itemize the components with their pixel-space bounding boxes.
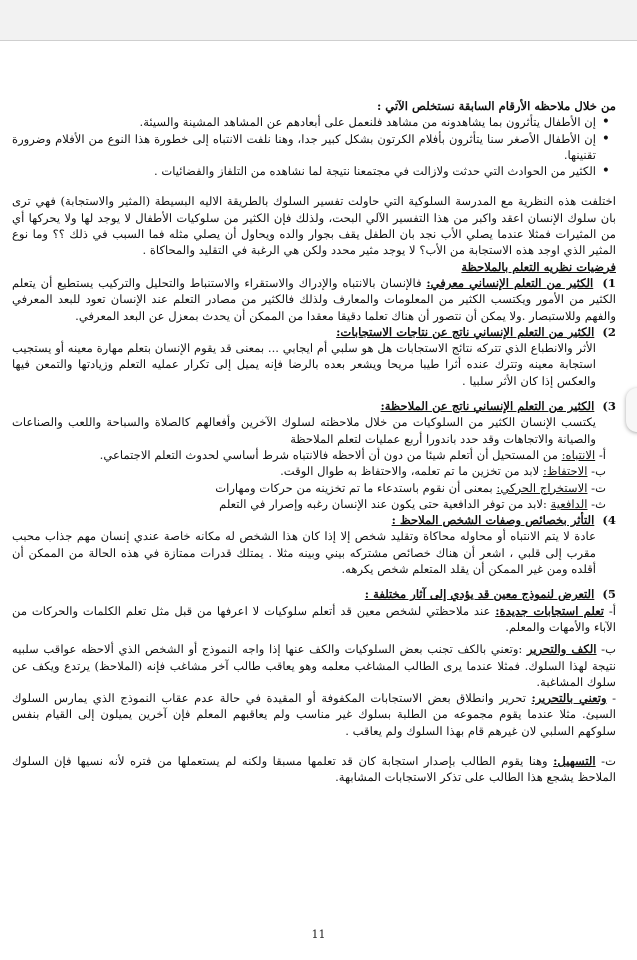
item-text: تحرير وانطلاق بعض الاستجابات المكفوفة أو المقيدة في حالة عدم عقاب النموذج الذي يمارس السلوك السيئ. مثلا عندما يقوم مجموعه من الطلبة بسلوك غير مناسب ولم يعاقبهم المعلم فإن آخرين يميلون إلى القيام بنفس سلوكهم السلبي لان غيرهم قام بهذا السلوك ولم يعاقب . xyxy=(12,691,616,738)
item-marker: أ- xyxy=(608,603,616,618)
item-label: التسهيل: xyxy=(553,753,596,768)
item-text: :لابد من توفر الدافعية حتى يكون عند الإنسان رغبه وإصرار في التعلم xyxy=(219,496,547,511)
top-divider xyxy=(0,40,637,41)
section-4 xyxy=(12,512,616,528)
item-text: بمعنى أن نقوم باستدعاء ما تم تخزينه من حركات ومهارات xyxy=(215,480,493,495)
effect-paragraph xyxy=(12,641,616,690)
effect-paragraph xyxy=(12,603,616,636)
section-body: الأثر والانطباع الذي تتركه نتائج الاستجابات هل هو سلبي أم ايجابي ... بمعنى قد يقوم الإنسان بتعلم مهارة معينه أو يستجيب استجابة معينه وتترك عنده أثرا طيبا مريحا ويشعر بعده بالرضا فإنه يميل إلى تكرار عمليه التعلم وزيادتها والتمعن فيها والعكس إذا كان الأثر سلبيا . xyxy=(12,341,596,388)
observation-process-item xyxy=(12,463,616,479)
item-text: عند ملاحظتي لشخص معين قد أتعلم سلوكيات لا اعرفها من قبل مثل تعلم الكلمات والحركات من الآباء والأمهات والمعلم. xyxy=(12,603,616,634)
section-title: الكثير من التعلم الإنساني ناتج عن الملاحظة: xyxy=(380,399,595,414)
section-body: فالإنسان بالانتباه والإدراك والاستقراء والاستنباط والتحليل والتركيب يستطيع أن يتعلم الكثير من الأمور ويكتسب الكثير من المعلومات والمعارف ولذلك فالكثير من مصادر التعلم عند الإنسان تعود للبعد المعرفي والفهم وللاستبصار .ولا يمكن أن نتصور أن هناك تعلما دقيقا معقدا من الممكن أن يحدث بمعزل عن البعد المعرفي. xyxy=(12,275,616,323)
item-text: :وتعني بالكف تجنب بعض السلوكيات والكف عنها إذا واجه النموذج أو الشخص الذي ألاحظه عواقب سلبيه نتيجة لهذا السلوك. فمثلا عندما يرى الطالب المشاغب معلمه وهو يعاقب طالب آخر مشاغب فإنه (الملاحظ) يرتدع ويكف عن سلوك المشاغبة. xyxy=(12,642,616,689)
section-title: الكثير من التعلم الإنساني ناتج عن نتاجات الاستجابات: xyxy=(336,324,595,339)
hypotheses-heading: فرضيات نظريه التعلم بالملاحظة xyxy=(461,259,616,274)
intro-bullet: • إن الأطفال يتأثرون بما يشاهدونه من مشاهد فلنعمل على أبعادهم عن المشاهد المشينة والسيئة. xyxy=(12,114,596,130)
effect-paragraph xyxy=(12,753,616,786)
item-marker: أ- xyxy=(598,447,606,462)
item-label: الدافعية xyxy=(550,496,588,511)
intro-bullet-list xyxy=(12,114,616,179)
item-label: تعلم استجابات جديدة: xyxy=(495,603,605,618)
section-number: 5) xyxy=(602,587,616,602)
theory-paragraph: اختلفت هذه النظرية مع المدرسة السلوكية التي حاولت تفسير السلوك بالطريقة الاليه البسيطة (المثير والاستجابة) فهي ترى بان سلوك الإنسان اعقد واكبر من هذا التفسير الآلي البحت، ولذلك فإن الكثير من سلوكيات الأطفال لا يوجد لها ولا يحركها أي من المثيرات فمثلا عندما يصلي الأب نجد بان الطفل يقف بجوار والده ويحاول أن يصلي مثله فما السبب في ذلك ؟؟ وما نوع المثير الذي اوجد هذه الاستجابة من الأب؟ لا يوجد مثير محدد ولكن هي الرغبة في التقليد والمحاكاة . xyxy=(12,194,616,258)
item-text: وهنا يقوم الطالب بإصدار استجابة كان قد تعلمها مسبقا ولكنه لم يستعملها من فتره لأنه نسيها فإن السلوك الملاحظ يشجع هذا الطالب على تذكر الاستجابات المشابهة. xyxy=(12,753,616,785)
intro-heading: من خلال ملاحظه الأرقام السابقة نستخلص الآتي : xyxy=(376,99,616,113)
item-marker: ث- xyxy=(591,496,606,511)
section-1 xyxy=(12,275,616,324)
item-marker: ب- xyxy=(591,464,606,479)
section-3 xyxy=(12,398,616,414)
item-text: من المستحيل أن أتعلم شيئا من دون أن ألاحظه فالانتباه شرط أساسي لحدوث التعلم الاجتماعي. xyxy=(99,447,558,462)
item-text: لابد من تخزين ما تم تعلمه، والاحتفاظ به طوال الوقت. xyxy=(280,464,540,479)
top-toolbar-area xyxy=(0,0,637,40)
item-label: الانتباه: xyxy=(561,447,596,462)
observation-process-item xyxy=(12,496,616,512)
section-number: 2) xyxy=(602,324,616,339)
item-marker: ب- xyxy=(601,642,617,657)
item-label: الاستخراج الحركي: xyxy=(496,480,588,495)
intro-bullet: • الكثير من الحوادث التي حدثت ولازالت في مجتمعنا نتيجة لما نشاهده من التلفاز والفضائيات . xyxy=(12,163,596,179)
section-title: التأثر بخصائص وصفات الشخص الملاحظ : xyxy=(391,513,595,528)
section-number: 3) xyxy=(602,399,616,414)
section-number: 1) xyxy=(602,275,616,290)
section-number: 4) xyxy=(602,513,616,528)
observation-process-item xyxy=(12,480,616,496)
item-marker: - xyxy=(612,691,617,706)
section-5 xyxy=(12,586,616,602)
section-body: يكتسب الإنسان الكثير من السلوكيات من خلال ملاحظته لسلوك الآخرين وأفعالهم كالصلاة والسباحة واللعب والصناعات والصيانة والاتجاهات وقد حدد باندورا أربع عمليات لتعلم الملاحظة xyxy=(12,415,596,446)
section-body: عادة لا يتم الانتباه أو محاوله محاكاة وتقليد شخص إلا إذا كان هذا الشخص له مكانه خاصة عندي إنسان مهم جذاب محبب مقرب إلى قلبي ، اشعر أن هناك خصائص مشتركه بيني وبينه مثلا . يمتلك قدرات ممتازة في هذه الحالة من الممكن أن أقلده ومن غير الممكن أن يقلد المتعلم شخص يكرهه. xyxy=(12,529,596,577)
scroll-handle[interactable] xyxy=(626,388,637,432)
effect-paragraph xyxy=(12,690,616,739)
observation-process-item xyxy=(12,447,616,463)
page-number: 11 xyxy=(311,928,326,941)
section-title: التعرض لنموذج معين قد يؤدي إلى آثار مختلفة : xyxy=(364,587,595,602)
item-label: الاحتفاظ: xyxy=(542,464,588,479)
item-label: وتعني بالتحرير: xyxy=(531,691,607,706)
section-2 xyxy=(12,324,616,340)
section-title: الكثير من التعلم الإنساني معرفي: xyxy=(426,275,594,290)
item-marker: ت- xyxy=(591,480,606,495)
document-page xyxy=(12,98,616,786)
intro-bullet: • إن الأطفال الأصغر سنا يتأثرون بأفلام الكرتون بشكل كبير جدا، وهنا نلفت الانتباه إلى خطورة هذا النوع من الأفلام وضرورة تقنينها. xyxy=(12,131,596,164)
item-label: الكف والتحرير xyxy=(527,642,597,657)
item-marker: ت- xyxy=(601,753,616,768)
